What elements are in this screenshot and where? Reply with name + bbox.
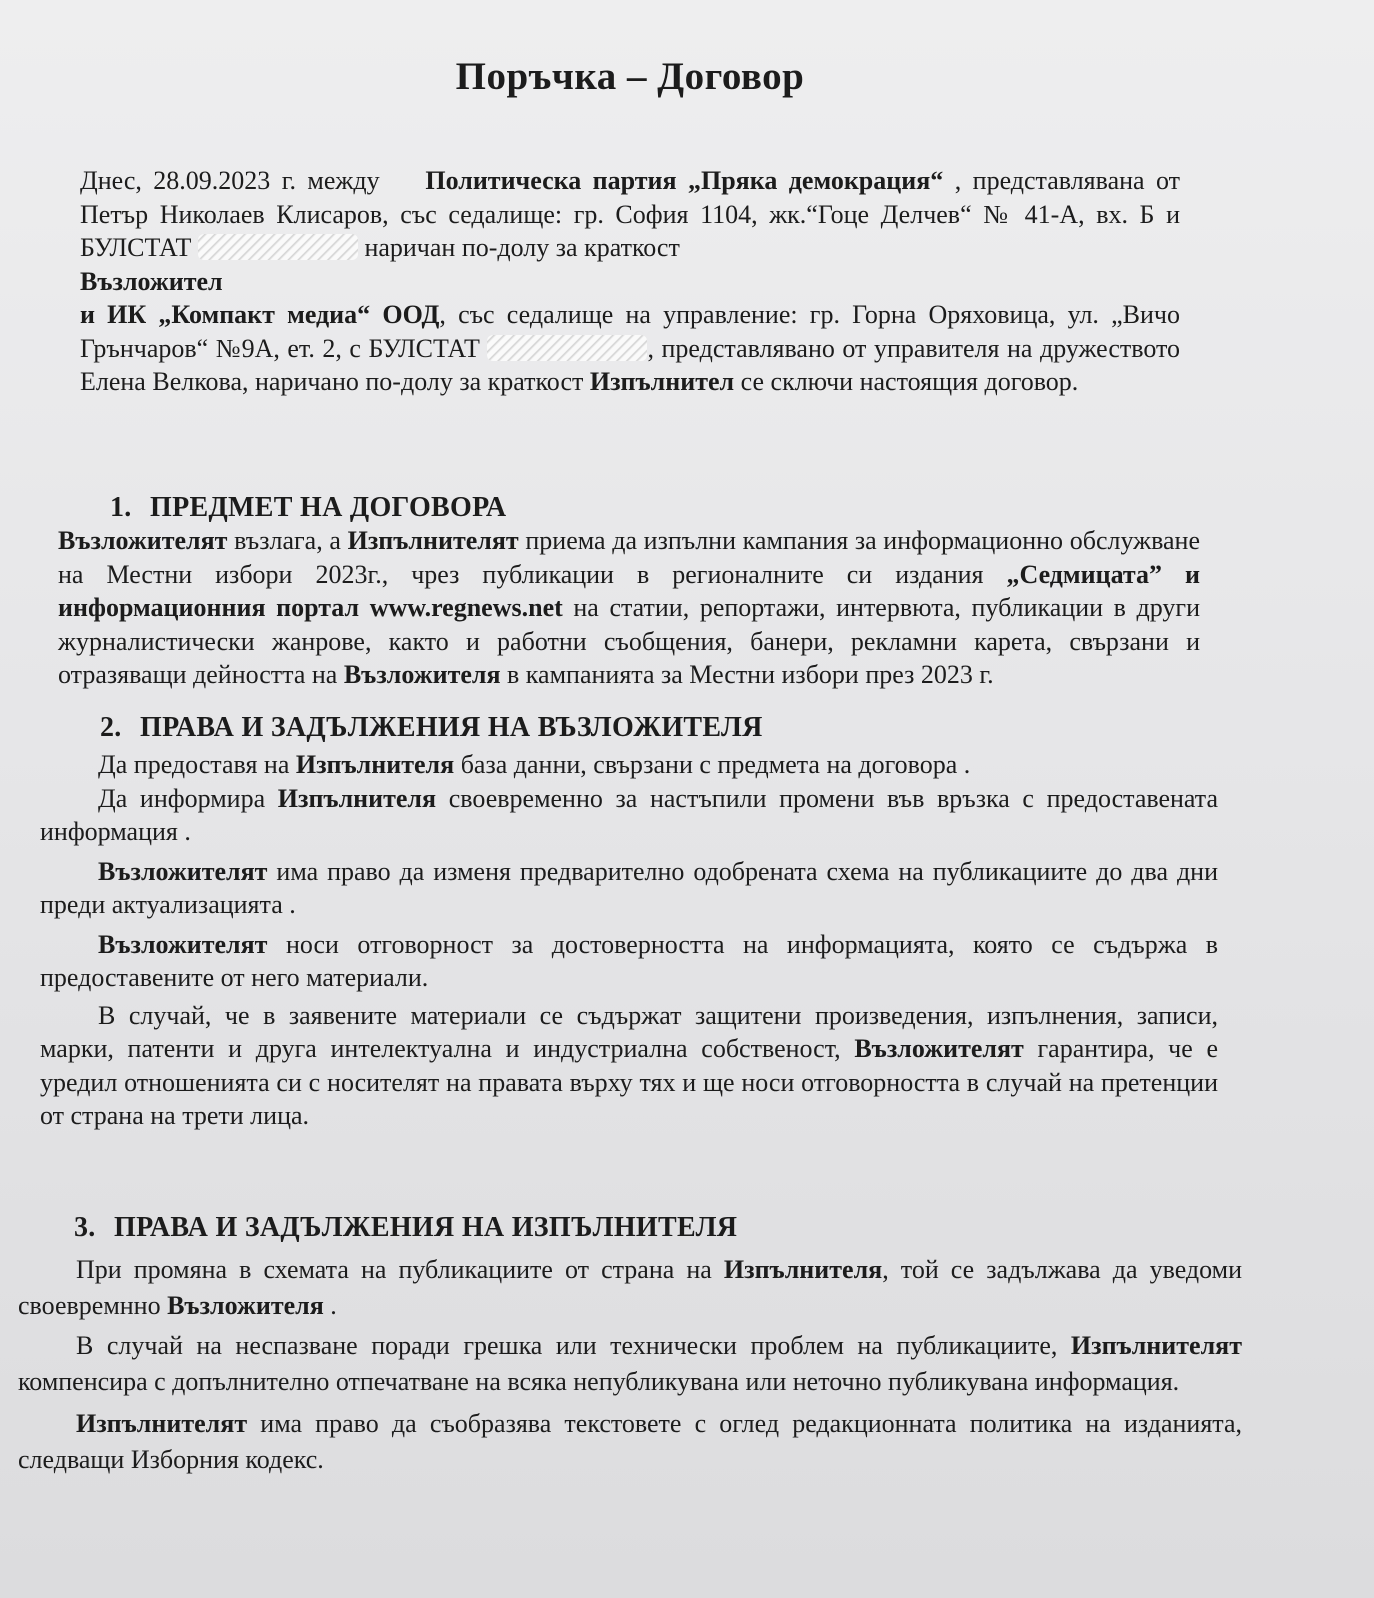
- section-3-p2-text-b: компенсира с допълнително отпечатване на всяка непубликувана или неточно публикувана информация.: [18, 1367, 1180, 1396]
- intro-date-text: Днес, 28.09.2023 г. между: [80, 166, 380, 195]
- section-2-paragraph-4: [40, 928, 1218, 995]
- term-contractor: Изпълнителят: [347, 526, 519, 555]
- party-1-name: Политическа партия „Пряка демокрация“: [425, 166, 944, 195]
- section-3-number: 3.: [74, 1212, 96, 1243]
- section-2-p5-text-a: В случай, че в заявените материали се съдържат защитени произведения, изпълнения, записи, марки, патенти и друга интелектуална и индустриална собственост,: [40, 1000, 1218, 1063]
- section-3-paragraph-2: [18, 1328, 1242, 1400]
- intro-paragraph-2: [80, 298, 1180, 399]
- party-2-name: ИК „Компакт медиа“ ООД: [107, 300, 440, 329]
- section-1-text-b: приема да изпълни кампания за информационно обслужване на Местни избори 2023г., чрез публикации в регионалните си издания: [58, 526, 1201, 589]
- section-2-p2-text-b: своевременно за настъпили промени във връзка с предоставената информация .: [40, 783, 1219, 846]
- intro-party-1-details: , представлявана от Петър Николаев Клисаров, със седалище: гр. София 1104, жк.“Гоце Делчев“ № 41-А, вх. Б и БУЛСТАТ: [80, 166, 1181, 262]
- section-3-paragraph-1: [18, 1252, 1242, 1324]
- section-3-p1-text-b: , той се задължава да уведоми своевремнно: [18, 1255, 1243, 1320]
- section-2-p5-text-b: гарантира, че е уредил отношенията си с носителят на правата върху тях и ще носи отговорността в случай на претенции от страна на трети лица.: [40, 1034, 1219, 1130]
- term-assignor: Възложителят: [98, 929, 268, 959]
- section-2-p1-text-a: Да предоставя на: [98, 750, 290, 779]
- section-3-title: ПРАВА И ЗАДЪЛЖЕНИЯ НА ИЗПЪЛНИТЕЛЯ: [114, 1212, 738, 1243]
- term-assignor: Възложителят: [58, 526, 228, 555]
- term-assignor: Възложителят: [854, 1034, 1024, 1063]
- section-1-text-c: на статии, репортажи, интервюта, публикации в други журналистически жанрове, както и работни съобщения, банери, рекламни карета, свързани и отразяващи дейността на: [58, 593, 1201, 689]
- section-2-body: [40, 748, 1218, 1133]
- section-3-paragraph-3: [18, 1406, 1242, 1478]
- section-1-number: 1.: [110, 492, 132, 523]
- section-1-heading: [110, 492, 506, 524]
- intro-block: [80, 164, 1180, 399]
- intro-party-2-representative: , представлявано от управителя на дружеството Елена Велкова, наричано по-долу за краткост: [80, 333, 1181, 396]
- intro-and: и: [80, 300, 95, 329]
- section-1-title: ПРЕДМЕТ НА ДОГОВОРА: [150, 492, 507, 523]
- redacted-bulstat-1: [198, 234, 358, 260]
- section-2-heading: [100, 712, 763, 744]
- section-2-p3-text: има право да изменя предварително одобрената схема на публикациите до два дни преди актуализацията .: [40, 856, 1219, 919]
- section-3-body: [18, 1252, 1242, 1478]
- intro-party-2-details: , със седалище на управление: гр. Горна Оряховица, ул. „Вичо Грънчаров“ №9А, ет. 2, с БУЛСТАТ: [80, 300, 1180, 363]
- section-3-p1-text-a: При промяна в схемата на публикациите от страна на: [76, 1255, 712, 1284]
- section-2-number: 2.: [100, 712, 122, 743]
- term-contractor: Изпълнителя: [295, 750, 455, 779]
- section-1-text-a: възлага, а: [234, 526, 341, 555]
- section-3-p3-text: има право да съобразява текстовете с оглед редакционната политика на изданията, следващи Изборния кодекс.: [18, 1409, 1243, 1474]
- section-2-p4-text: носи отговорност за достоверността на информацията, която се съдържа в предоставените от него материали.: [40, 929, 1218, 992]
- term-contractor: Изпълнителя: [723, 1255, 883, 1284]
- section-1-paragraph: [58, 524, 1200, 692]
- section-1-text-d: в кампанията за Местни избори през 2023 г.: [507, 660, 994, 689]
- term-contractor: Изпълнителя: [277, 783, 437, 813]
- term-assignor-genitive: Възложителя: [343, 660, 501, 689]
- intro-paragraph-1: [80, 164, 1180, 298]
- term-assignor: Възложителя: [167, 1291, 324, 1320]
- section-2-p2-text-a: Да информира: [98, 783, 266, 813]
- intro-closing: се сключи настоящия договор.: [740, 367, 1079, 396]
- section-2-paragraph-2: [40, 782, 1218, 849]
- term-contractor: Изпълнителят: [76, 1409, 248, 1438]
- section-3-p1-text-c: .: [330, 1291, 337, 1320]
- redacted-bulstat-2: [487, 335, 647, 361]
- section-2-p1-text-b: база данни, свързани с предмета на договора .: [460, 750, 971, 779]
- role-assignor: Възложител: [80, 266, 223, 296]
- role-contractor: Изпълнител: [589, 367, 735, 396]
- term-contractor: Изпълнителят: [1070, 1331, 1243, 1360]
- intro-shorthand-text: наричан по-долу за краткост: [364, 233, 680, 262]
- section-3-p2-text-a: В случай на неспазване поради грешка или технически проблем на публикациите,: [76, 1331, 1058, 1360]
- section-2-title: ПРАВА И ЗАДЪЛЖЕНИЯ НА ВЪЗЛОЖИТЕЛЯ: [140, 712, 763, 743]
- section-1-body: [58, 524, 1200, 692]
- section-2-paragraph-3: [40, 855, 1218, 922]
- section-2-paragraph-5: [40, 999, 1218, 1133]
- section-3-heading: [74, 1212, 737, 1244]
- section-2-paragraph-1: [40, 748, 1218, 782]
- term-assignor: Възложителят: [98, 856, 268, 886]
- document-title: Поръчка – Договор: [455, 55, 805, 98]
- publication-names: „Седмицата” и информационния портал www.regnews.net: [58, 559, 1200, 622]
